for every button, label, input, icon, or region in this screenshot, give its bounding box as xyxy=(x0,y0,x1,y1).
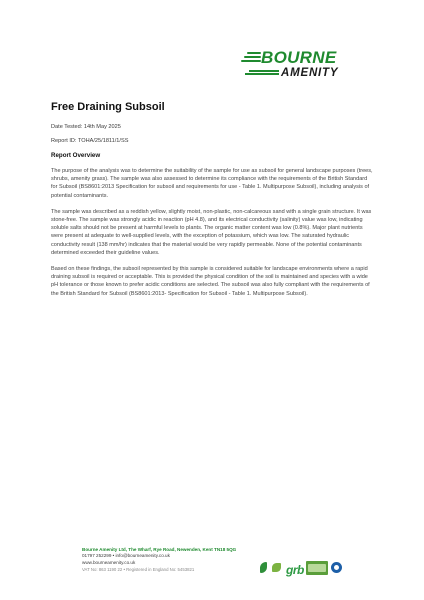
grb-badge-icon: grb xyxy=(286,563,304,577)
logo-wordmark-line2: AMENITY xyxy=(281,67,339,79)
paragraph-purpose: The purpose of the analysis was to determine the suitability of the sample for use as subsoil for general landscape purposes (trees, shrubs, amenity grass). The sample was also assessed to determine its compliance with the requirements of the British Standard for Subsoil (BS8601:2013 Specification for subsoil and requirements for use - Table 1. Multipurpose Subsoil), including analysis of potential contaminants. xyxy=(51,168,373,199)
nature-badge-icon xyxy=(270,561,284,575)
page-title: Free Draining Subsoil xyxy=(51,101,165,113)
paragraph-description: The sample was described as a reddish yellow, slightly moist, non-plastic, non-calcareous sand with a single grain structure. It was stone-free. The sample was strongly acidic in reaction (pH 4.8), and its electrical conductivity (salinity) value was low, indicating soluble salts should not be present at harmful levels to plants. The organic matter content was low (0.8%). Major plant nutrients were present at adequate to well-supplied levels, with the exception of potassium, which was low. The saturated hydraulic conductivity result (138 mm/hr) indicates that the material would be very rapidly permeable. None of the potential contaminants determined exceeded their guideline values. xyxy=(51,208,372,256)
company-logo xyxy=(241,48,351,82)
accreditation-badges xyxy=(259,561,343,575)
logo-speed-stripes-icon xyxy=(241,52,261,68)
date-tested: Date Tested: 14th May 2025 xyxy=(51,124,121,130)
paragraph-conclusion: Based on these findings, the subsoil represented by this sample is considered suitable for landscape environments where a rapid draining subsoil is required or acceptable. This is provided the physical condition of the soil is maintained and species with a wide pH tolerance or those known to prefer acidic conditions are selected. The subsoil was also fully compliant with the requirements of the British Standard for Subsoil (BS8601:2013- Specification for Subsoil - Table 1. Multipurpose Subsoil). xyxy=(51,266,370,297)
footer-website: www.bourneamenity.co.uk xyxy=(82,559,136,565)
footer-registration: VAT No: 863 1190 22 • Registered in England No: 5453821 xyxy=(82,566,195,572)
footer-contact: 01797 252299 • info@bourneamenity.co.uk xyxy=(82,553,170,558)
quality-seal-icon xyxy=(331,561,342,575)
certification-badge-icon xyxy=(306,561,328,575)
footer-company-address: Bourne Amenity Ltd, The Wharf, Rye Road, Newenden, Kent TN18 5QG xyxy=(82,547,237,552)
logo-underline-stripes-icon xyxy=(241,70,279,76)
leaf-badge-icon xyxy=(259,561,269,575)
logo-wordmark-line1: BOURNE xyxy=(261,48,337,67)
report-id: Report ID: TOHA/25/1811/1/SS xyxy=(51,138,129,144)
report-content xyxy=(51,100,373,306)
section-heading: Report Overview xyxy=(51,152,101,159)
